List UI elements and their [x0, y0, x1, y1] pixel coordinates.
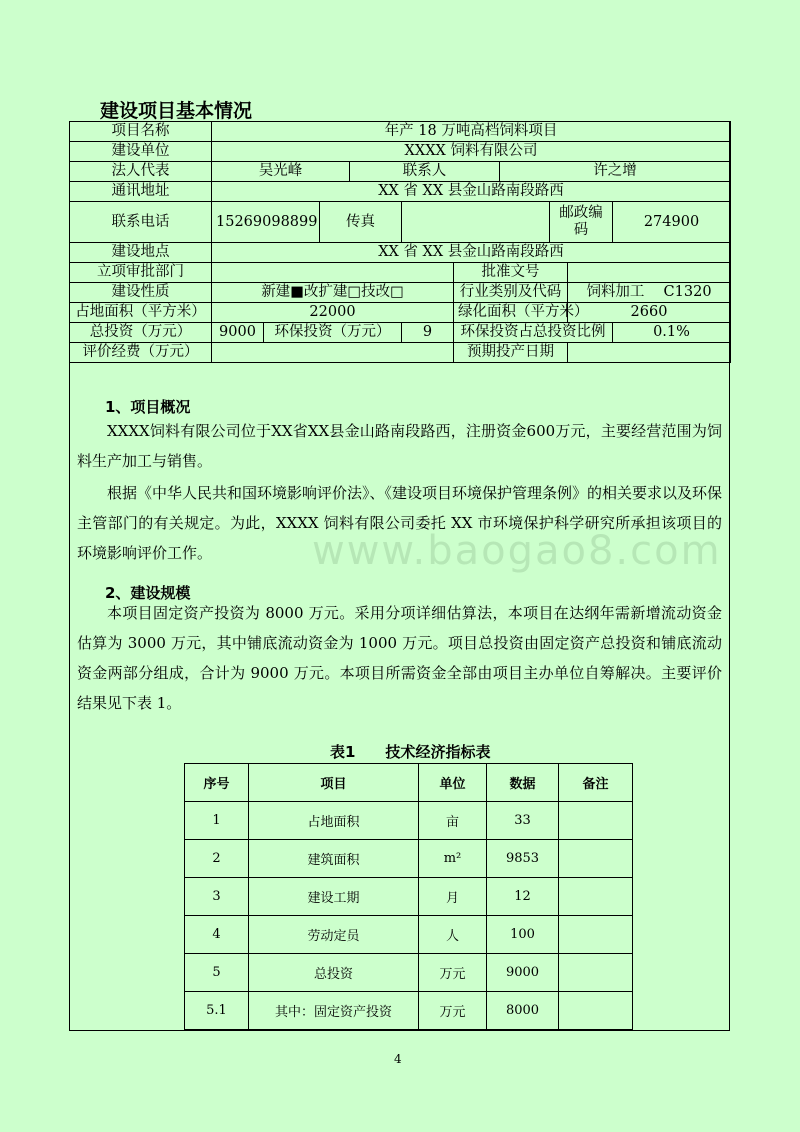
- value-env-ratio: 0.1%: [613, 323, 731, 343]
- overview-paragraph-1: XXXX饲料有限公司位于XX省XX县金山路南段路西，注册资金600万元，主要经营范围为饲料生产加工与销售。: [77, 422, 722, 470]
- value-builder: XXXX 饲料有限公司: [212, 142, 731, 162]
- cell-note: [559, 916, 633, 954]
- cell-unit: 亩: [419, 802, 487, 840]
- cell-unit: m²: [419, 840, 487, 878]
- watermark: www.baogao8.com: [312, 528, 722, 574]
- scale-paragraph: 本项目固定资产投资为 8000 万元。采用分项详细估算法，本项目在达纲年需新增流动资金估算为 3000 万元，其中铺底流动资金为 1000 万元。项目总投资由固定资产总投资和铺底流动资金两部分组成，合计为 9000 万元。本项目所需资金全部由项目主办单位自筹解决。主要评价结果见下表 1。: [77, 604, 722, 712]
- label-nature: 建设性质: [70, 283, 212, 303]
- value-postcode: 274900: [613, 202, 731, 243]
- cell-note: [559, 954, 633, 992]
- header-item: 项目: [249, 764, 419, 802]
- value-project-name: 年产 18 万吨高档饲料项目: [212, 122, 731, 142]
- table-row: [185, 954, 633, 992]
- table-header-row: [185, 764, 633, 802]
- table-row: [185, 916, 633, 954]
- value-address: XX 省 XX 县金山路南段路西: [212, 182, 731, 202]
- cell-unit: 万元: [419, 954, 487, 992]
- cell-item: 建设工期: [249, 878, 419, 916]
- cell-note: [559, 992, 633, 1030]
- table-row: [185, 840, 633, 878]
- label-phone: 联系电话: [70, 202, 212, 243]
- cell-data: 33: [487, 802, 559, 840]
- value-total-invest: 9000: [212, 323, 264, 343]
- cell-seq: 2: [185, 840, 249, 878]
- cell-seq: 1: [185, 802, 249, 840]
- value-phone: 15269098899: [212, 202, 320, 243]
- cell-seq: 5.1: [185, 992, 249, 1030]
- cell-unit: 万元: [419, 992, 487, 1030]
- value-env-invest: 9: [402, 323, 454, 343]
- label-env-ratio: 环保投资占总投资比例: [454, 323, 613, 343]
- cell-item: 占地面积: [249, 802, 419, 840]
- table-caption: 表1 技术经济指标表: [330, 743, 491, 761]
- cell-item: 劳动定员: [249, 916, 419, 954]
- label-eval-fee: 评价经费（万元）: [70, 343, 212, 363]
- label-legal-rep: 法人代表: [70, 162, 212, 182]
- label-land-area: 占地面积（平方米）: [70, 303, 212, 323]
- header-data: 数据: [487, 764, 559, 802]
- scale-heading: 2、建设规模: [105, 584, 191, 602]
- table-row: [185, 878, 633, 916]
- value-legal-rep: 吴光峰: [212, 162, 350, 182]
- cell-note: [559, 802, 633, 840]
- label-industry: 行业类别及代码: [454, 283, 568, 303]
- header-seq: 序号: [185, 764, 249, 802]
- label-site: 建设地点: [70, 243, 212, 263]
- label-startup-date: 预期投产日期: [454, 343, 568, 363]
- label-green-area: 绿化面积（平方米）: [454, 303, 568, 323]
- cell-seq: 3: [185, 878, 249, 916]
- header-note: 备注: [559, 764, 633, 802]
- label-approval-dept: 立项审批部门: [70, 263, 212, 283]
- cell-data: 100: [487, 916, 559, 954]
- label-contact: 联系人: [350, 162, 500, 182]
- value-industry: 饲料加工 C1320: [568, 283, 731, 303]
- value-nature: 新建■改扩建□技改□: [212, 283, 454, 303]
- cell-item: 总投资: [249, 954, 419, 992]
- cell-data: 9853: [487, 840, 559, 878]
- cell-data: 9000: [487, 954, 559, 992]
- cell-data: 8000: [487, 992, 559, 1030]
- cell-data: 12: [487, 878, 559, 916]
- table-row: [185, 802, 633, 840]
- overview-heading: 1、项目概况: [105, 398, 191, 416]
- label-builder: 建设单位: [70, 142, 212, 162]
- value-site: XX 省 XX 县金山路南段路西: [212, 243, 731, 263]
- tech-econ-table: [184, 763, 633, 1030]
- cell-unit: 人: [419, 916, 487, 954]
- label-approval-no: 批准文号: [454, 263, 568, 283]
- cell-note: [559, 878, 633, 916]
- cell-seq: 5: [185, 954, 249, 992]
- value-land-area: 22000: [212, 303, 454, 323]
- cell-item: 其中：固定资产投资: [249, 992, 419, 1030]
- table-row: [185, 992, 633, 1030]
- label-address: 通讯地址: [70, 182, 212, 202]
- cell-item: 建筑面积: [249, 840, 419, 878]
- cell-unit: 月: [419, 878, 487, 916]
- label-postcode: 邮政编码: [550, 202, 613, 243]
- label-project-name: 项目名称: [70, 122, 212, 142]
- value-contact: 许之增: [500, 162, 731, 182]
- label-total-invest: 总投资（万元）: [70, 323, 212, 343]
- cell-note: [559, 840, 633, 878]
- section-title: 建设项目基本情况: [100, 100, 253, 122]
- header-unit: 单位: [419, 764, 487, 802]
- value-green-area: 2660: [568, 303, 731, 323]
- overview-paragraph-2: 根据《中华人民共和国环境影响评价法》、《建设项目环境保护管理条例》的相关要求以及环保主管部门的有关规定。为此，XXXX 饲料有限公司委托 XX 市环境保护科学研究所承担该项目的环境影响评价工作。: [77, 484, 723, 562]
- cell-seq: 4: [185, 916, 249, 954]
- label-fax: 传真: [320, 202, 402, 243]
- label-env-invest: 环保投资（万元）: [264, 323, 402, 343]
- page-number: 4: [394, 1052, 402, 1066]
